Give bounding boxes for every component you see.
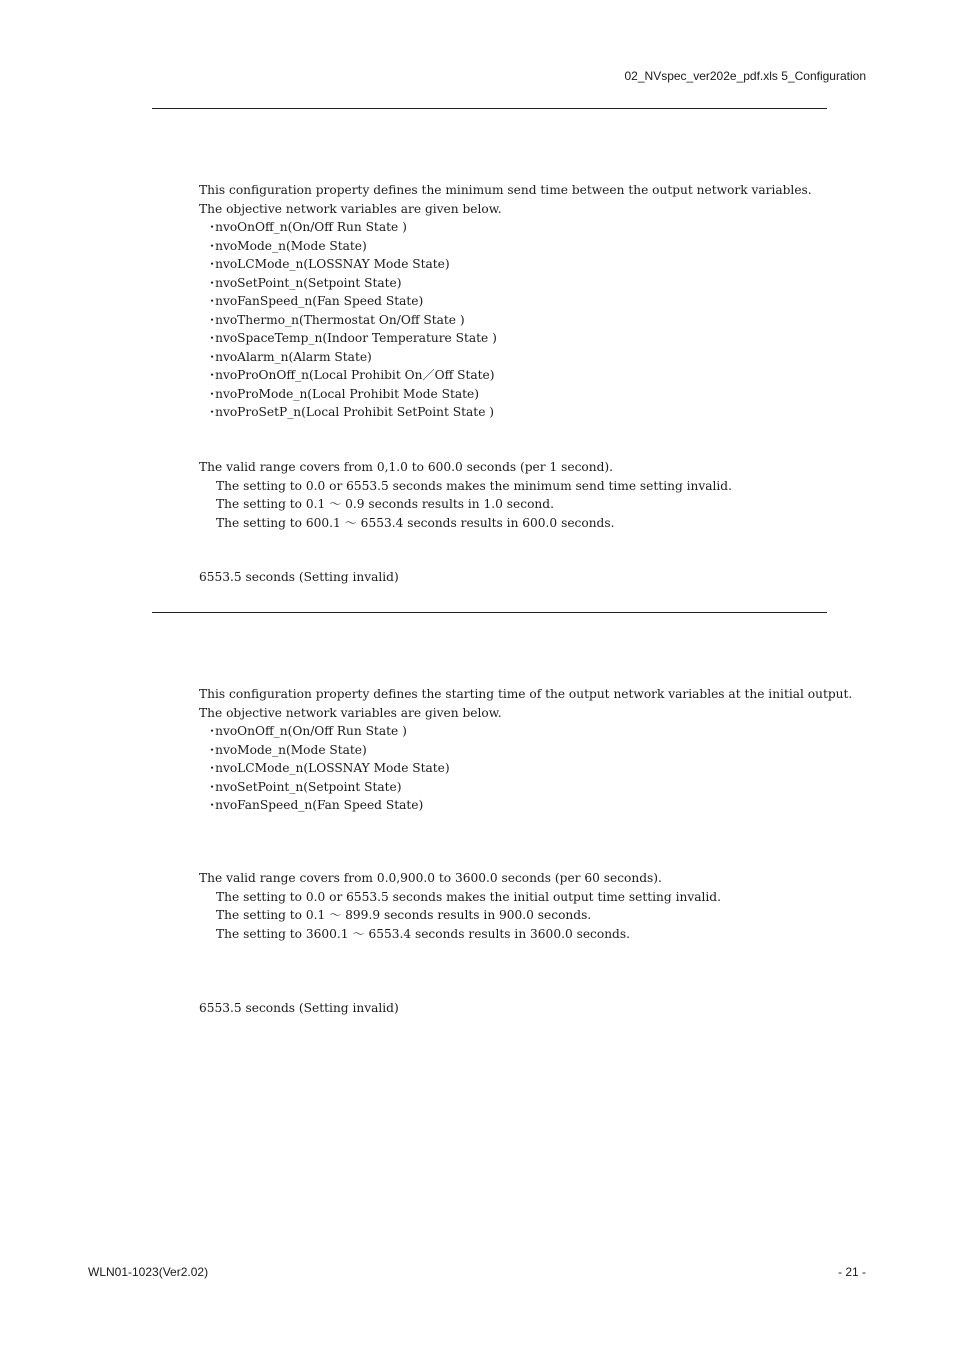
section1-range-note: The setting to 0.0 or 6553.5 seconds makes the minimum send time setting invalid.: [216, 478, 732, 493]
section2-range-text: The valid range covers from 0.0,900.0 to 3600.0 seconds (per 60 seconds).: [199, 871, 662, 885]
section1-variable-item: ･nvoProOnOff_n(Local Prohibit On／Off State): [209, 368, 495, 382]
section2-variable-item: ･nvoMode_n(Mode State): [209, 742, 367, 757]
section1-description-block: [199, 181, 812, 422]
section2-variable-item: ･nvoSetPoint_n(Setpoint State): [209, 779, 402, 794]
section2-default-value: 6553.5 seconds (Setting invalid): [199, 1001, 399, 1015]
section2-description-block: [199, 685, 852, 815]
section2-range-note: The setting to 0.0 or 6553.5 seconds makes the initial output time setting invalid.: [216, 889, 721, 904]
section1-description-line: The objective network variables are given below.: [199, 201, 502, 216]
section1-variable-item: ･nvoProMode_n(Local Prohibit Mode State): [209, 386, 480, 401]
section2-range-block: [199, 869, 721, 943]
section-divider-top: [152, 108, 827, 109]
header-file-reference: 02_NVspec_ver202e_pdf.xls 5_Configuration: [624, 69, 866, 83]
section1-variable-item: ･nvoProSetP_n(Local Prohibit SetPoint State ): [209, 405, 495, 419]
section2-description-line: This configuration property defines the starting time of the output network variables at the initial output.: [199, 687, 853, 701]
section1-variable-item: ･nvoMode_n(Mode State): [209, 238, 367, 253]
section1-default-value: 6553.5 seconds (Setting invalid): [199, 570, 399, 584]
section1-variable-item: ･nvoAlarm_n(Alarm State): [209, 349, 372, 364]
section1-range-block: [199, 458, 732, 532]
section1-variable-item: ･nvoOnOff_n(On/Off Run State ): [209, 220, 407, 234]
section2-description-line: The objective network variables are given below.: [199, 705, 502, 720]
section1-range-text: The valid range covers from 0,1.0 to 600.0 seconds (per 1 second).: [199, 460, 614, 474]
section2-variable-item: ･nvoOnOff_n(On/Off Run State ): [209, 724, 407, 738]
section1-variable-item: ･nvoSetPoint_n(Setpoint State): [209, 275, 402, 290]
section2-default-block: [199, 999, 399, 1018]
section2-range-note: The setting to 0.1 ～ 899.9 seconds results in 900.0 seconds.: [216, 908, 592, 922]
footer-page-number: - 21 -: [837, 1265, 866, 1279]
section1-range-note: The setting to 0.1 ～ 0.9 seconds results in 1.0 second.: [216, 497, 554, 511]
section2-variable-item: ･nvoFanSpeed_n(Fan Speed State): [209, 798, 424, 812]
section2-range-note: The setting to 3600.1 ～ 6553.4 seconds results in 3600.0 seconds.: [216, 926, 630, 941]
section1-default-block: [199, 568, 399, 587]
section2-variable-item: ･nvoLCMode_n(LOSSNAY Mode State): [209, 761, 450, 775]
footer-document-id: WLN01-1023(Ver2.02): [88, 1265, 209, 1279]
section1-variable-item: ･nvoThermo_n(Thermostat On/Off State ): [209, 312, 465, 327]
section-divider-middle: [152, 612, 827, 613]
section1-variable-item: ･nvoLCMode_n(LOSSNAY Mode State): [209, 257, 450, 271]
section1-variable-item: ･nvoSpaceTemp_n(Indoor Temperature State ): [209, 331, 497, 345]
section1-range-note: The setting to 600.1 ～ 6553.4 seconds results in 600.0 seconds.: [216, 515, 615, 530]
section1-variable-item: ･nvoFanSpeed_n(Fan Speed State): [209, 294, 424, 308]
section1-description-line: This configuration property defines the minimum send time between the output network variables.: [199, 183, 812, 197]
